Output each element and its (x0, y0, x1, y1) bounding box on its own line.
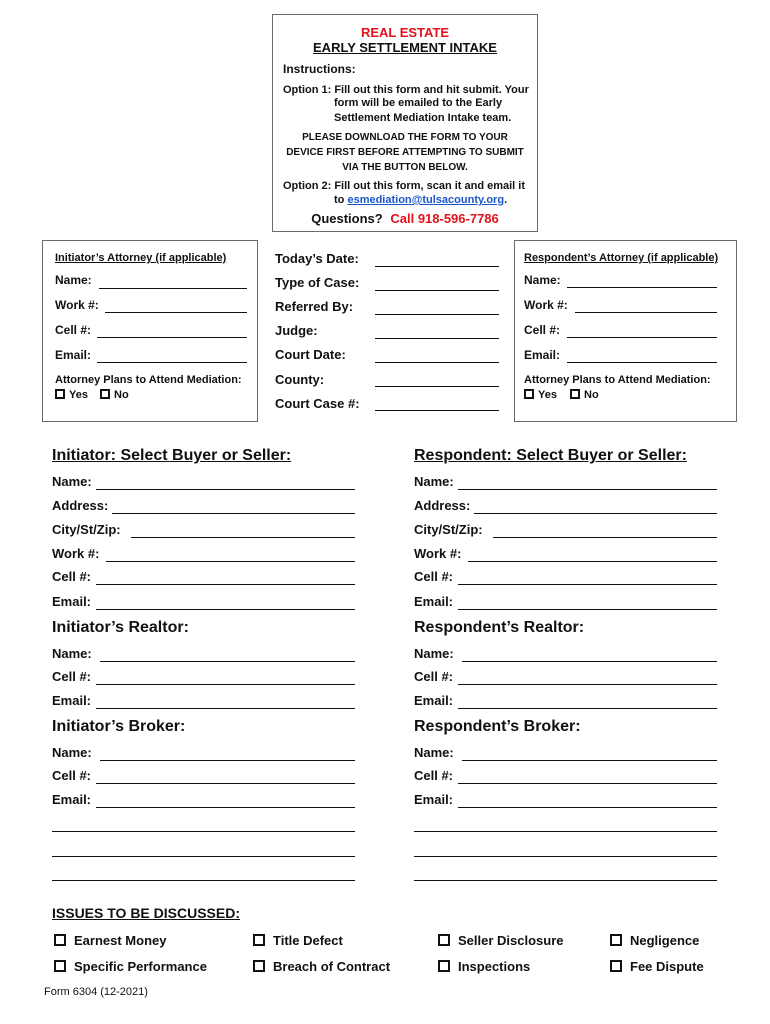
init-broker-cell-field[interactable] (96, 783, 355, 784)
seller-disclosure-checkbox[interactable] (438, 934, 450, 946)
referred-by-label: Referred By: (275, 299, 354, 314)
inspections-checkbox[interactable] (438, 960, 450, 972)
ia-yes-label: Yes (69, 389, 88, 401)
init-email-field[interactable] (96, 609, 355, 610)
init-realtor-cell-label: Cell #: (52, 669, 92, 684)
init-name-field[interactable] (96, 489, 355, 490)
ra-email-field[interactable] (567, 362, 717, 363)
init-email-label: Email: (52, 594, 92, 609)
type-of-case-field[interactable] (375, 290, 499, 291)
instructions-box (272, 14, 538, 232)
ra-no-label: No (584, 389, 599, 401)
form-title-line1: REAL ESTATE (360, 25, 450, 40)
county-label: County: (275, 372, 325, 387)
resp-broker-name-field[interactable] (462, 760, 717, 761)
initiator-realtor-heading: Initiator’s Realtor: (52, 619, 189, 636)
type-of-case-label: Type of Case: (275, 275, 360, 290)
issue-specific-performance[interactable] (54, 959, 207, 974)
init-extra-line-3[interactable] (52, 880, 355, 881)
negligence-label: Negligence (630, 933, 700, 948)
ra-yes-option[interactable] (524, 389, 557, 401)
specific-performance-checkbox[interactable] (54, 960, 66, 972)
init-broker-email-label: Email: (52, 792, 92, 807)
init-realtor-email-label: Email: (52, 693, 92, 708)
init-broker-name-field[interactable] (100, 760, 355, 761)
ia-yes-option[interactable] (55, 389, 88, 401)
option2-line2 (334, 194, 507, 206)
ia-no-label: No (114, 389, 129, 401)
ra-yes-label: Yes (538, 389, 557, 401)
init-work-field[interactable] (106, 561, 355, 562)
form-number: Form 6304 (12-2021) (44, 986, 148, 998)
init-work-label: Work #: (52, 546, 100, 561)
issue-seller-disclosure[interactable] (438, 933, 564, 948)
ra-no-checkbox[interactable] (570, 389, 580, 399)
breach-of-contract-checkbox[interactable] (253, 960, 265, 972)
resp-email-label: Email: (414, 594, 454, 609)
inspections-label: Inspections (458, 959, 531, 974)
resp-name-label: Name: (414, 474, 454, 489)
init-address-field[interactable] (112, 513, 355, 514)
issue-negligence[interactable] (610, 933, 699, 948)
ia-yes-checkbox[interactable] (55, 389, 65, 399)
resp-broker-email-field[interactable] (458, 807, 717, 808)
seller-disclosure-label: Seller Disclosure (458, 933, 564, 948)
resp-address-label: Address: (414, 498, 471, 513)
resp-name-field[interactable] (458, 489, 717, 490)
ra-cell-field[interactable] (567, 337, 717, 338)
initiator-attorney-title: Initiator’s Attorney (if applicable) (55, 252, 227, 264)
ia-email-field[interactable] (97, 362, 247, 363)
judge-field[interactable] (375, 338, 499, 339)
earnest-money-checkbox[interactable] (54, 934, 66, 946)
ia-cell-label: Cell #: (55, 323, 92, 337)
negligence-checkbox[interactable] (610, 934, 622, 946)
ia-cell-field[interactable] (97, 337, 247, 338)
ia-no-checkbox[interactable] (100, 389, 110, 399)
resp-realtor-cell-label: Cell #: (414, 669, 454, 684)
title-defect-checkbox[interactable] (253, 934, 265, 946)
option1-line2: form will be emailed to the Early (334, 97, 503, 109)
resp-broker-cell-label: Cell #: (414, 768, 454, 783)
resp-realtor-email-field[interactable] (458, 708, 717, 709)
resp-extra-line-1[interactable] (414, 831, 717, 832)
resp-city-field[interactable] (493, 537, 717, 538)
issue-inspections[interactable] (438, 959, 530, 974)
ia-no-option[interactable] (100, 389, 129, 401)
ia-work-field[interactable] (105, 312, 247, 313)
resp-city-label: City/St/Zip: (414, 522, 483, 537)
ra-no-option[interactable] (570, 389, 599, 401)
judge-label: Judge: (275, 323, 318, 338)
resp-broker-cell-field[interactable] (458, 783, 717, 784)
init-realtor-name-field[interactable] (100, 661, 355, 662)
form-title-line2: EARLY SETTLEMENT INTAKE (313, 40, 497, 55)
fee-dispute-checkbox[interactable] (610, 960, 622, 972)
init-city-field[interactable] (131, 537, 355, 538)
referred-by-field[interactable] (375, 314, 499, 315)
resp-work-label: Work #: (414, 546, 462, 561)
option2-line1: Option 2: Fill out this form, scan it and email it (283, 180, 526, 192)
resp-cell-field[interactable] (458, 584, 717, 585)
initiator-heading: Initiator: Select Buyer or Seller: (52, 447, 292, 464)
ra-cell-label: Cell #: (524, 323, 561, 337)
ra-yes-checkbox[interactable] (524, 389, 534, 399)
todays-date-label: Today’s Date: (275, 251, 359, 266)
ia-work-label: Work #: (55, 298, 99, 312)
issue-fee-dispute[interactable] (610, 959, 704, 974)
ra-email-label: Email: (524, 348, 561, 362)
download-note-line3: VIA THE BUTTON BELOW. (342, 162, 468, 173)
init-extra-line-2[interactable] (52, 856, 355, 857)
ra-plans-label: Attorney Plans to Attend Mediation: (524, 374, 711, 386)
issue-earnest-money[interactable] (54, 933, 166, 948)
questions-line (273, 211, 537, 226)
court-date-field[interactable] (375, 362, 499, 363)
issues-heading: ISSUES TO BE DISCUSSED: (52, 905, 241, 921)
todays-date-field[interactable] (375, 266, 499, 267)
initiator-broker-heading: Initiator’s Broker: (52, 718, 186, 735)
title-defect-label: Title Defect (273, 933, 343, 948)
init-realtor-name-label: Name: (52, 646, 92, 661)
ia-name-field[interactable] (99, 288, 247, 289)
earnest-money-label: Earnest Money (74, 933, 167, 948)
respondent-attorney-box (514, 240, 737, 422)
ra-work-field[interactable] (575, 312, 717, 313)
call-number: Call 918-596-7786 (390, 211, 499, 226)
download-note-line1: PLEASE DOWNLOAD THE FORM TO YOUR (302, 132, 508, 143)
questions-label: Questions? (311, 211, 383, 226)
init-name-label: Name: (52, 474, 92, 489)
init-city-label: City/St/Zip: (52, 522, 121, 537)
init-broker-name-label: Name: (52, 745, 92, 760)
respondent-attorney-title: Respondent’s Attorney (if applicable) (524, 252, 719, 264)
resp-realtor-name-field[interactable] (462, 661, 717, 662)
ra-name-field[interactable] (567, 287, 717, 288)
resp-work-field[interactable] (468, 561, 717, 562)
resp-cell-label: Cell #: (414, 569, 454, 584)
resp-broker-name-label: Name: (414, 745, 454, 760)
resp-extra-line-2[interactable] (414, 856, 717, 857)
ra-work-label: Work #: (524, 298, 568, 312)
resp-realtor-name-label: Name: (414, 646, 454, 661)
option1-line3: Settlement Mediation Intake team. (334, 112, 512, 124)
init-address-label: Address: (52, 498, 109, 513)
ra-name-label: Name: (524, 273, 561, 287)
init-broker-cell-label: Cell #: (52, 768, 92, 783)
fee-dispute-label: Fee Dispute (630, 959, 704, 974)
resp-realtor-cell-field[interactable] (458, 684, 717, 685)
breach-of-contract-label: Breach of Contract (273, 959, 391, 974)
respondent-realtor-heading: Respondent’s Realtor: (414, 619, 585, 636)
issue-title-defect[interactable] (253, 933, 343, 948)
initiator-attorney-box (42, 240, 258, 422)
init-realtor-cell-field[interactable] (96, 684, 355, 685)
init-extra-line-1[interactable] (52, 831, 355, 832)
resp-email-field[interactable] (458, 609, 717, 610)
option1-line1: Option 1: Fill out this form and hit submit. Your (283, 84, 529, 96)
download-note-line2: DEVICE FIRST BEFORE ATTEMPTING TO SUBMIT (286, 147, 524, 158)
resp-realtor-email-label: Email: (414, 693, 454, 708)
specific-performance-label: Specific Performance (74, 959, 207, 974)
init-cell-field[interactable] (96, 584, 355, 585)
option2-prefix: to (334, 194, 348, 206)
email-link[interactable]: esmediation@tulsacounty.org (347, 194, 505, 206)
county-field[interactable] (375, 386, 499, 387)
court-date-label: Court Date: (275, 347, 346, 362)
resp-extra-line-3[interactable] (414, 880, 717, 881)
init-cell-label: Cell #: (52, 569, 92, 584)
issue-breach-of-contract[interactable] (253, 959, 390, 974)
resp-address-field[interactable] (474, 513, 717, 514)
ia-name-label: Name: (55, 273, 92, 287)
option2-suffix: . (504, 194, 508, 206)
resp-broker-email-label: Email: (414, 792, 454, 807)
instructions-label: Instructions: (283, 62, 356, 76)
init-broker-email-field[interactable] (96, 807, 355, 808)
respondent-heading: Respondent: Select Buyer or Seller: (414, 447, 687, 464)
respondent-broker-heading: Respondent’s Broker: (414, 718, 581, 735)
init-realtor-email-field[interactable] (96, 708, 355, 709)
court-case-label: Court Case #: (275, 396, 360, 411)
court-case-field[interactable] (375, 410, 499, 411)
ia-email-label: Email: (55, 348, 92, 362)
ia-plans-label: Attorney Plans to Attend Mediation: (55, 374, 242, 386)
